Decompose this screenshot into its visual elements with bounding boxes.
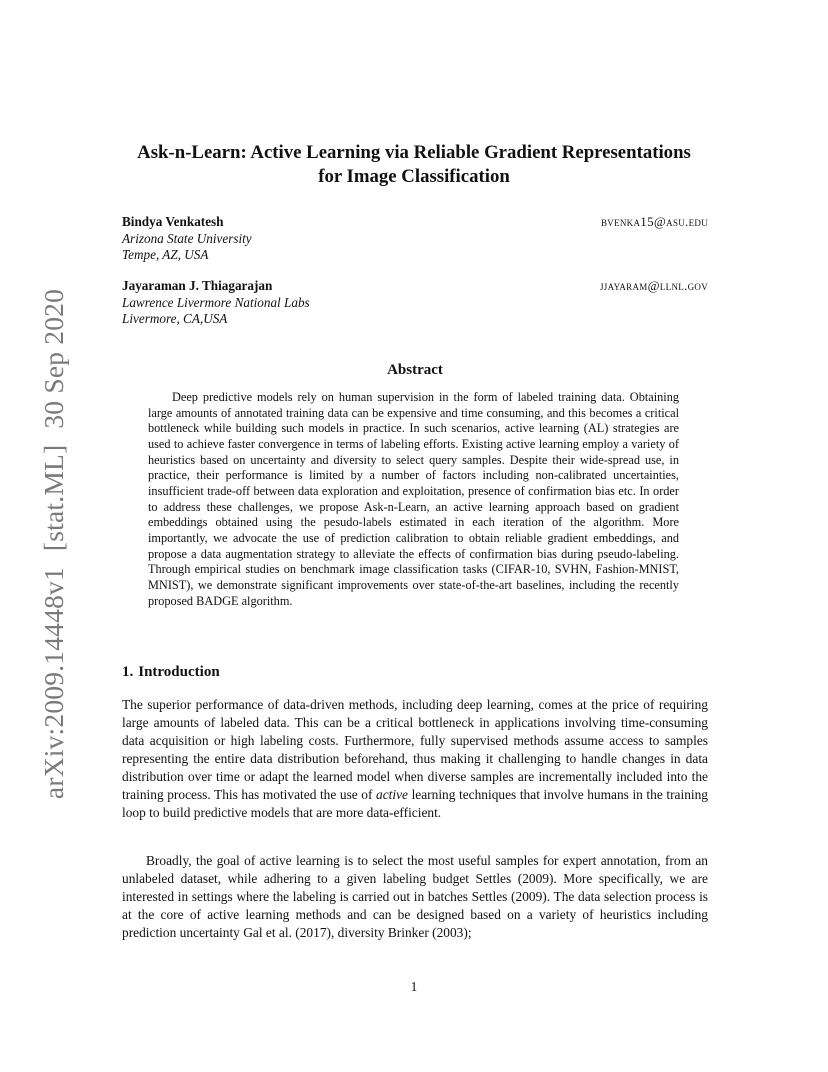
section-number: 1.	[122, 664, 134, 680]
author-email[interactable]: bvenka15@asu.edu	[600, 214, 708, 229]
title-line-2: for Image Classification	[318, 166, 510, 187]
arxiv-category: [stat.ML]	[38, 444, 69, 552]
author-location: Livermore, CA,USA	[122, 311, 228, 326]
arxiv-id: arXiv:2009.14448v1	[38, 567, 69, 800]
abstract-heading: Abstract	[387, 362, 443, 378]
intro-paragraph-2: Broadly, the goal of active learning is to select the most useful samples for expert annotation, from an unlabeled dataset, while adhering to a given labeling budget Settles (2009). More specifically, we are interested in settings where the labeling is carried out in batches Settles (2009). The data selection process is at the core of active learning methods and can be designed based on a variety of heuristics including prediction uncertainty Gal et al. (2017), diversity Brinker (2003);	[122, 853, 708, 940]
intro-p1-italic: active	[376, 787, 408, 802]
intro-p1-text-end: learning techniques that involve humans in the training loop to build predictive models that are more data-efficient.	[122, 787, 709, 820]
intro-p1-text-start: The superior performance of data-driven methods, including deep learning, comes at the price of requiring large amounts of labeled data. This can be a critical bottleneck in applications involving time-consuming data acquisition or high labeling costs. Furthermore, fully supervised methods assume access to samples representing the entire data distribution beforehand, thus making it challenging to handle changes in data distribution over time or adapt the learned model when diverse samples are incrementally included into the training process. This has motivated the use of	[122, 697, 708, 802]
arxiv-date: 30 Sep 2020	[38, 288, 69, 429]
author-name: Jayaraman J. Thiagarajan	[122, 278, 273, 293]
author-email[interactable]: jjayaram@llnl.gov	[600, 278, 708, 293]
abstract-body: Deep predictive models rely on human supervision in the form of labeled training data. Obtaining large amounts of annotated training data can be expensive and time consuming, and this becomes a critical bottleneck while building such models in practice. In such scenarios, active learning (AL) strategies are used to achieve faster convergence in terms of labeling efforts. Existing active learning employ a variety of heuristics based on uncertainty and diversity to select query samples. Despite their wide-spread use, in practice, their performance is limited by a number of factors including non-calibrated uncertainties, insufficient trade-off between data exploration and exploitation, presence of confirmation bias etc. In order to address these challenges, we propose Ask-n-Learn, an active learning approach based on gradient embeddings obtained using the pesudo-labels estimated in each iteration of the algorithm. More importantly, we advocate the use of prediction calibration to obtain reliable gradient embeddings, and propose a data augmentation strategy to alleviate the effects of confirmation bias during pseudo-labeling. Through empirical studies on benchmark image classification tasks (CIFAR-10, SVHN, Fashion-MNIST, MNIST), we demonstrate significant improvements over state-of-the-art baselines, including the recently proposed BADGE algorithm.	[148, 390, 679, 608]
author-block-1	[122, 214, 708, 264]
title-line-1: Ask-n-Learn: Active Learning via Reliable Gradient Representations	[137, 142, 691, 163]
section-heading	[122, 664, 220, 681]
author-affiliation: Arizona State University	[122, 230, 252, 246]
intro-paragraph-1	[122, 696, 708, 822]
author-affiliation: Lawrence Livermore National Labs	[122, 294, 310, 310]
arxiv-stamp	[38, 273, 70, 799]
author-block-2	[122, 278, 708, 328]
author-location: Tempe, AZ, USA	[122, 247, 209, 262]
section-title: Introduction	[138, 664, 220, 680]
author-name: Bindya Venkatesh	[122, 214, 224, 229]
page-number: 1	[410, 979, 418, 994]
paper-title	[114, 141, 714, 189]
